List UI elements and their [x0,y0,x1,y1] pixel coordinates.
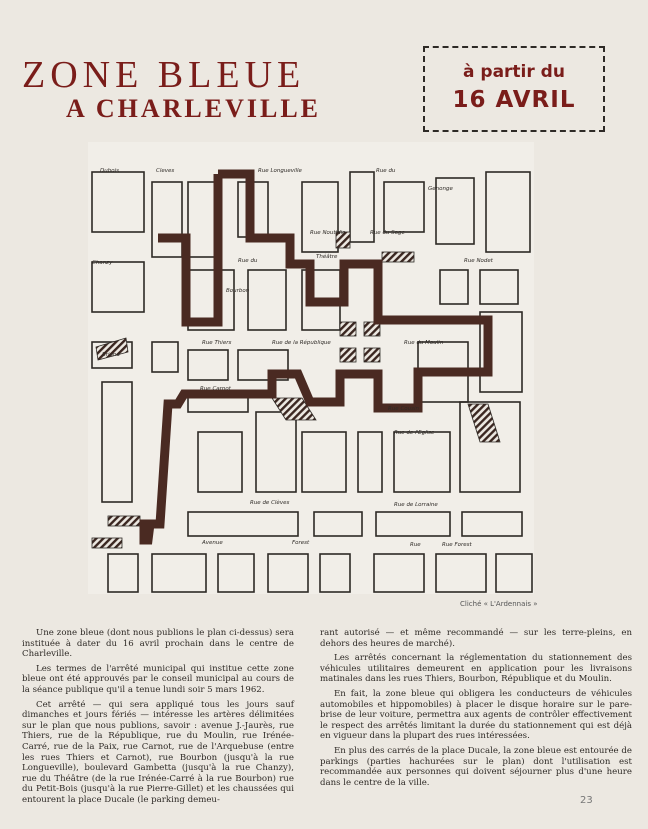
map-label: Rue [410,542,421,548]
paragraph: En fait, la zone bleue qui obligera les conducteurs de véhicules automobiles et hippomobiles) à placer le disque horaire sur le pare-brise de leur voiture, permettra aux agents de contrôler effectivement le respect des arrêtés limitant la durée du stationnement qui est déjà en vigueur dans la plupart des rues intéressées. [320,688,632,742]
date-box [423,46,605,132]
map-label: Rue Thiers [202,340,232,346]
map-label: Avenue [202,540,223,546]
map-label: Rue du [376,168,396,174]
map-label: Rue de Lorraine [394,502,438,508]
article-column-left [22,628,294,810]
paragraph: Une zone bleue (dont nous publions le plan ci-dessus) sera instituée à dater du 16 avril prochain dans le centre de Charleville. [22,628,294,660]
map-label: Rue de l'Eglise [394,430,435,436]
map-label: Rue du Moulin [404,340,444,346]
map-label: Rue Forest [442,542,472,548]
map-label: Chanzy [92,260,113,266]
map-label: Genonge [428,186,453,192]
map-label: Rue Cousin [388,406,420,412]
map-label: Briand [102,352,120,358]
map-label: Rue de Clèves [250,500,290,506]
map-label: Cleves [156,168,175,174]
paragraph: Les arrêtés concernant la réglementation du stationnement des véhicules utilitaires demeurent en application pour les livraisons matinales dans les rues Thiers, Bourbon, République et du Moulin. [320,653,632,685]
paragraph: rant autorisé — et même recommandé — sur les terre-pleins, en dehors des heures de marché). [320,628,632,649]
article-subtitle: A CHARLEVILLE [66,94,321,123]
page-number: 23 [580,795,593,806]
date-intro: à partir du [463,62,565,82]
map-label: Rue Noutidie [310,230,346,236]
map-label: Rue Nodet [464,258,493,264]
map-label: Dubois [100,168,119,174]
map-label: Rue de la République [272,340,331,346]
paragraph: En plus des carrés de la place Ducale, la zone bleue est entourée de parkings (parties hachurées sur le plan) dont l'utilisation est recommandée aux personnes qui doivent séjourner plus d'une heure dans le centre de la ville. [320,745,632,788]
map-label: Théâtre [316,254,338,260]
map-label: Rue Longueville [258,168,302,174]
map-label: Forest [292,540,310,546]
photo-credit: Cliché « L'Ardennais » [460,600,538,608]
zone-map [88,142,534,594]
map-label: Bourbon [226,288,250,294]
map-label: Rue Carnot [200,386,231,392]
paragraph: Cet arrêté — qui sera appliqué tous les jours sauf dimanches et jours fériés — intéresse les artères délimitées sur le plan que nous publions, savoir : avenue J.-Jaurès, rue Thiers, rue de la République, rue du Moulin, rue Irénée-Carré, rue de la Paix, rue Carnot, rue de l'Arquebuse (entre les rues Thiers et Carnot), rue Bourbon (jusqu'à la rue Longueville), boulevard Gambetta (jusqu'à la rue Chanzy), rue du Théâtre (de la rue Irénée-Carré à la rue Bourbon) rue du Petit-Bois (jusqu'à la rue Pierre-Gillet) et les chaussées qui entourent la place Ducale (le parking demeu- [22,699,294,805]
map-label: Rue du [238,258,258,264]
date-value: 16 AVRIL [452,87,576,113]
map-label: Rue du Sage [370,230,405,236]
article-column-right [320,628,632,792]
article-title: ZONE BLEUE [22,54,306,96]
paragraph: Les termes de l'arrêté municipal qui institue cette zone bleue ont été approuvés par le conseil municipal au cours de la séance publique qu'il a tenue lundi soir 5 mars 1962. [22,663,294,695]
